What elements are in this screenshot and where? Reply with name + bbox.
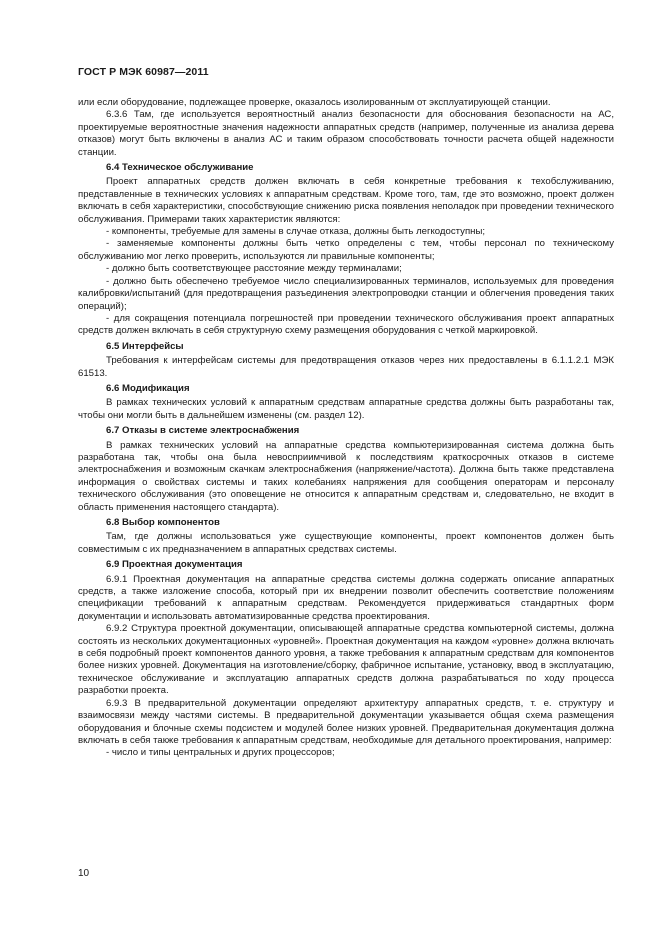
section-heading: 6.8 Выбор компонентов bbox=[106, 517, 220, 528]
section-heading: 6.6 Модификация bbox=[106, 382, 190, 394]
paragraph: - должно быть обеспечено требуемое число специализированных терминалов, используемых для проведения калибровки/испытаний (для предотвращения разъединения электропроводки станции и облегчения проведения таких операций); bbox=[78, 275, 614, 312]
paragraph: - должно быть соответствующее расстояние между терминалами; bbox=[106, 263, 402, 275]
paragraph: 6.9.3 В предварительной документации определяют архитектуру аппаратных средств, т. е. структуру и взаимосвязи между частями системы. В предварительной документации указывается общая схема размещения оборудования и блочные схемы подсистем и модулей более низких уровней. Предварительная документация должна включать в себя также требования к аппаратным средствам, необходимые для детального проектирования, например: bbox=[78, 697, 614, 746]
paragraph: 6.3.6 Там, где используется вероятностный анализ безопасности для обоснования безопасности на АС, проектируемые вероятностные значения надежности аппаратных средств (например, полученные из анализа дерева отказов) могут быть включены в анализ АС и таким образом способствовать точности расчета общей надежности станции. bbox=[78, 109, 614, 158]
document-body bbox=[78, 97, 614, 760]
section-heading: 6.9 Проектная документация bbox=[106, 559, 243, 571]
paragraph: Там, где должны использоваться уже существующие компоненты, проект компонентов должен быть совместимым с их предназначением в аппаратных средствах системы. bbox=[78, 531, 614, 555]
paragraph: 6.9.2 Структура проектной документации, описывающей аппаратные средства компьютерной системы, должна состоять из нескольких документационных «уровней». Проектная документация на каждом «уровне» должна включать в себя подробный проект компонентов данного уровня, а также требования к аппаратным средствам для компонентов более низких уровней. Документация на изготовление/сборку, фабричное испытание, установку, ввод в эксплуатацию, техническое обслуживание и эксплуатацию аппаратных средств должна разрабатываться по ходу процесса разработки проекта. bbox=[78, 623, 614, 697]
section-heading: 6.5 Интерфейсы bbox=[106, 340, 184, 352]
paragraph: Требования к интерфейсам системы для предотвращения отказов через них предоставлены в 6.1.1.2.1 МЭК 61513. bbox=[78, 355, 614, 379]
paragraph: В рамках технических условий к аппаратным средствам аппаратные средства должны быть разработаны так, чтобы они могли быть в дальнейшем изменены (см. раздел 12). bbox=[78, 397, 614, 421]
paragraph: - заменяемые компоненты должны быть четко определены с тем, чтобы персонал по техническому обслуживанию мог легко проверить, используются ли правильные компоненты; bbox=[78, 238, 614, 262]
paragraph: - для сокращения потенциала погрешностей при проведении технического обслуживания проект аппаратных средств должен включать в себя структурную схему размещения оборудования с четкой маркировкой. bbox=[78, 312, 614, 337]
paragraph: В рамках технических условий на аппаратные средства компьютеризированная система должна быть разработана так, чтобы она была невосприимчивой к последствиям краткосрочных отказов в системе электроснабжения и возможным скачкам электроснабжения (напряжение/частота). Должна быть также представлена информация о свойствах системы и таких колебаниях напряжения для сообщения операторам и персоналу технического обслуживания (это оповещение не относится к аппаратным средствам и, следовательно, не входит в область применения настоящего стандарта). bbox=[78, 439, 614, 513]
section-heading: 6.7 Отказы в системе электроснабжения bbox=[106, 425, 300, 437]
paragraph: 6.9.1 Проектная документация на аппаратные средства системы должна содержать описание аппаратных средств, а также изложение способа, который при их внедрении позволит обеспечить соответствие положениям спецификации требований к аппаратным средствам. Рекомендуется придерживаться стандартных форм документации и использовать автоматизированные средства проектирования. bbox=[78, 573, 614, 622]
paragraph: или если оборудование, подлежащее проверке, оказалось изолированным от эксплуатирующей станции. bbox=[78, 97, 551, 108]
paragraph: - число и типы центральных и других процессоров; bbox=[106, 747, 335, 759]
page-number: 10 bbox=[78, 868, 90, 879]
paragraph: Проект аппаратных средств должен включать в себя конкретные требования к техобслуживанию, представленные в технических условиях к аппаратным средствам. Кроме того, там, где это возможно, проект должен включать в себя характеристики, способствующие снижению риска появления неполадок при проведении технического обслуживания. Примерами таких характеристик являются: bbox=[78, 176, 614, 225]
paragraph: - компоненты, требуемые для замены в случае отказа, должны быть легкодоступны; bbox=[106, 226, 486, 238]
page-header: ГОСТ Р МЭК 60987—2011 bbox=[78, 66, 209, 78]
section-heading: 6.4 Техническое обслуживание bbox=[106, 162, 254, 174]
